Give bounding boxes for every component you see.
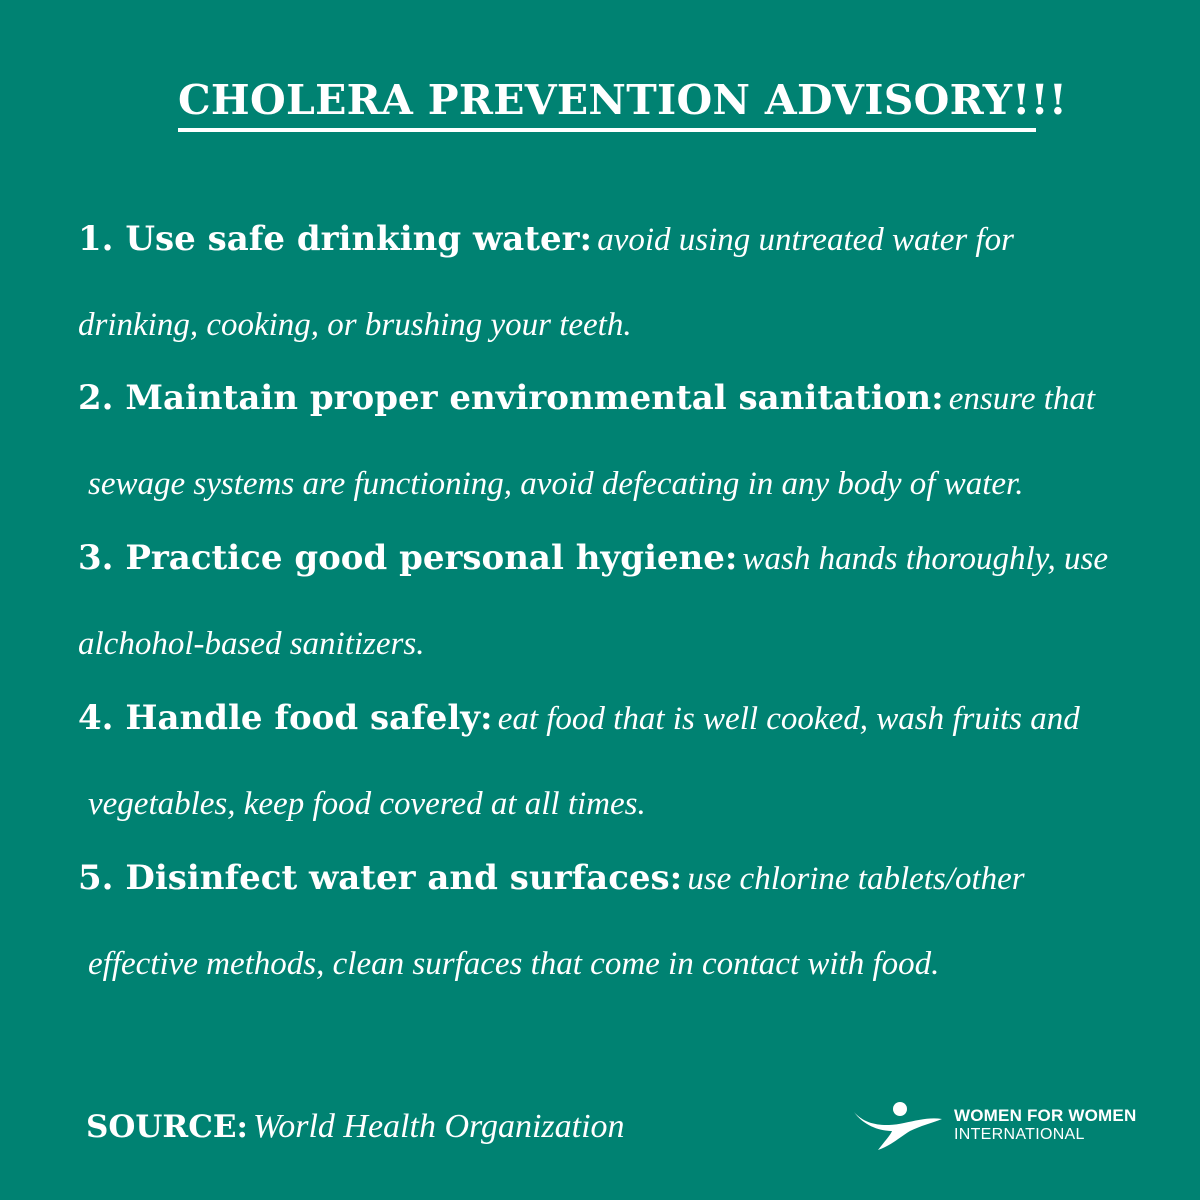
advice-heading: 3. Practice good personal hygiene: xyxy=(78,538,738,578)
advice-item-4 xyxy=(78,693,1188,829)
page-title: CHOLERA PREVENTION ADVISORY!!! xyxy=(178,76,1068,124)
advice-continuation: vegetables, keep food covered at all times. xyxy=(88,786,646,822)
logo-text-secondary: INTERNATIONAL xyxy=(954,1126,1085,1143)
advice-heading: 4. Handle food safely: xyxy=(78,698,493,738)
source-label: SOURCE: xyxy=(86,1109,248,1145)
advice-continuation: effective methods, clean surfaces that come in contact with food. xyxy=(88,946,940,982)
advice-heading: 1. Use safe drinking water: xyxy=(78,219,593,259)
logo-text-primary: WOMEN FOR WOMEN xyxy=(954,1106,1137,1125)
advice-text: avoid using untreated water for xyxy=(597,222,1014,258)
advice-continuation: alchohol-based sanitizers. xyxy=(78,626,425,662)
source-value: World Health Organization xyxy=(253,1108,625,1145)
advice-item-2 xyxy=(78,373,1188,509)
advice-heading: 5. Disinfect water and surfaces: xyxy=(78,858,683,898)
advice-text: use chlorine tablets/other xyxy=(687,861,1025,897)
advice-item-1 xyxy=(78,214,1188,350)
source-credit xyxy=(86,1104,625,1155)
advice-text: wash hands thoroughly, use xyxy=(742,541,1108,577)
advice-heading: 2. Maintain proper environmental sanitation: xyxy=(78,378,944,418)
advice-continuation: sewage systems are functioning, avoid defecating in any body of water. xyxy=(88,466,1024,502)
title-underline xyxy=(178,128,1036,132)
advice-item-3 xyxy=(78,533,1188,669)
women-for-women-figure-icon xyxy=(852,1100,944,1152)
advice-continuation: drinking, cooking, or brushing your teeth. xyxy=(78,307,632,343)
advice-item-5 xyxy=(78,853,1188,989)
advice-text: ensure that xyxy=(948,381,1096,417)
advice-text: eat food that is well cooked, wash fruits and xyxy=(497,701,1080,737)
organization-logo xyxy=(852,1100,1162,1152)
